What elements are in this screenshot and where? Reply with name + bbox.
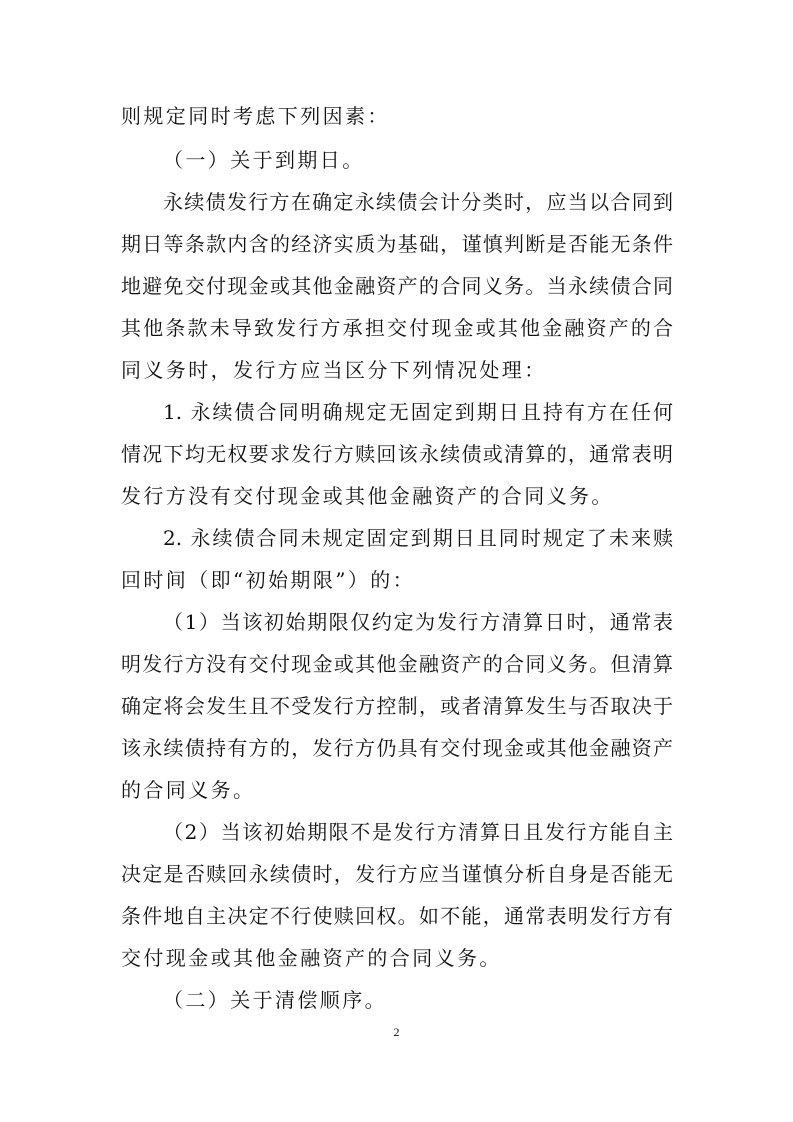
page-number: 2 <box>393 1025 400 1039</box>
text-line: 2. 永续债合同未规定固定到期日且同时规定了未来赎 <box>163 526 673 550</box>
text-line: （1）当该初始期限仅约定为发行方清算日时，通常表 <box>163 610 673 634</box>
text-line: 回时间（即“初始期限”）的： <box>121 568 416 592</box>
text-line: 确定将会发生且不受发行方控制，或者清算发生与否取决于 <box>121 694 673 718</box>
text-line: 其他条款未导致发行方承担交付现金或其他金融资产的合 <box>121 316 673 340</box>
text-line: 地避免交付现金或其他金融资产的合同义务。当永续债合同 <box>121 274 673 298</box>
text-line: （2）当该初始期限不是发行方清算日且发行方能自主 <box>163 820 673 844</box>
text-line: 期日等条款内含的经济实质为基础，谨慎判断是否能无条件 <box>121 232 673 256</box>
text-line: 则规定同时考虑下列因素： <box>121 104 390 128</box>
section-heading: （二）关于清偿顺序。 <box>163 988 387 1012</box>
text-line: 同义务时，发行方应当区分下列情况处理： <box>121 358 547 382</box>
text-line: 交付现金或其他金融资产的合同义务。 <box>121 946 502 970</box>
text-line: 永续债发行方在确定永续债会计分类时，应当以合同到 <box>163 190 673 214</box>
text-line: 1. 永续债合同明确规定无固定到期日且持有方在任何 <box>163 400 673 424</box>
text-line: 决定是否赎回永续债时，发行方应当谨慎分析自身是否能无 <box>121 862 673 886</box>
section-heading: （一）关于到期日。 <box>163 148 365 172</box>
text-line: 情况下均无权要求发行方赎回该永续债或清算的，通常表明 <box>121 442 673 466</box>
text-line: 明发行方没有交付现金或其他金融资产的合同义务。但清算 <box>121 652 673 676</box>
text-line: 该永续债持有方的，发行方仍具有交付现金或其他金融资产 <box>121 736 673 760</box>
text-line: 发行方没有交付现金或其他金融资产的合同义务。 <box>121 484 614 508</box>
text-line: 条件地自主决定不行使赎回权。如不能，通常表明发行方有 <box>121 904 673 928</box>
text-line: 的合同义务。 <box>121 778 256 802</box>
